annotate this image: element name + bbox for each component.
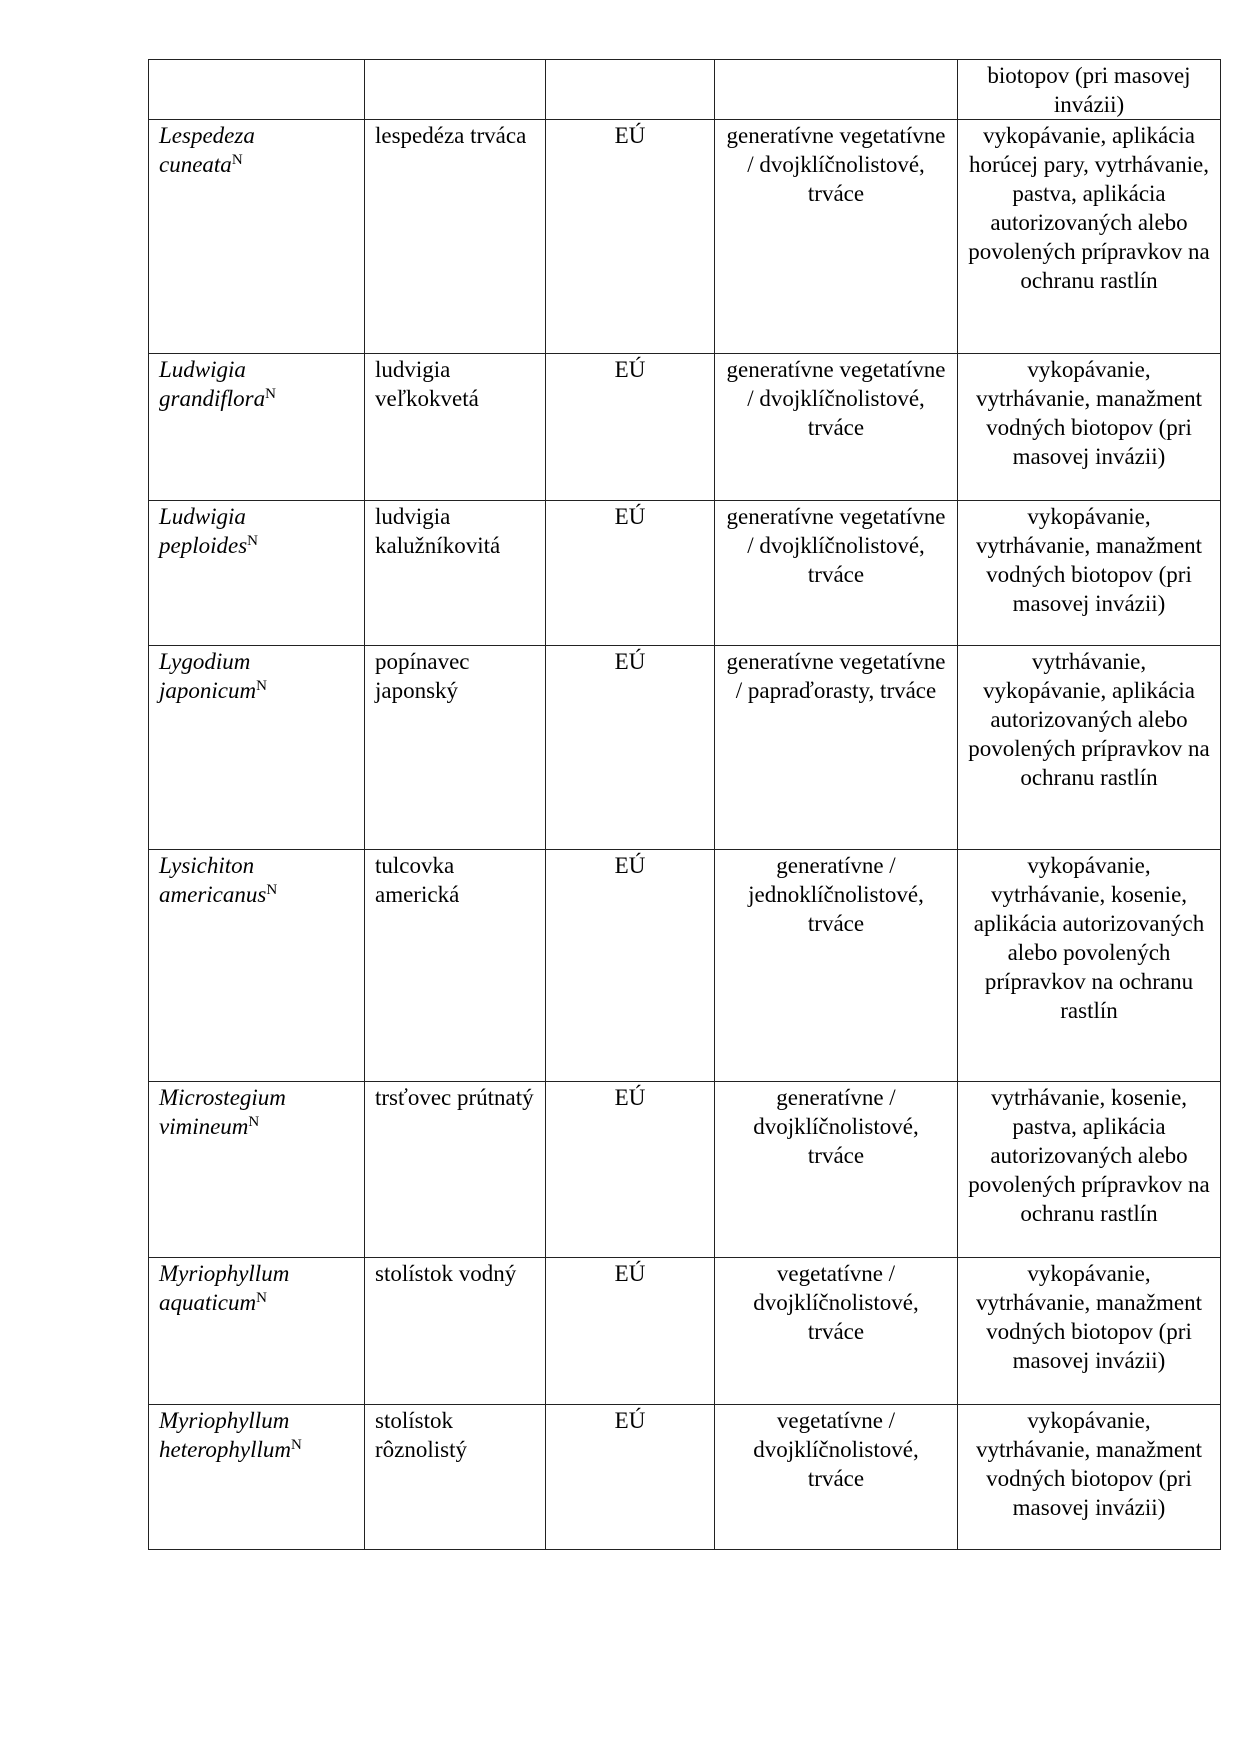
genus-name: Ludwigia <box>159 504 246 529</box>
common-name-cell: stolístok vodný <box>365 1258 546 1405</box>
latin-name-cell <box>149 1082 365 1258</box>
reproduction-cell: generatívne vegetatívne / papraďorasty, trváce <box>715 646 958 850</box>
species-epithet: cuneata <box>159 152 232 177</box>
reproduction-cell <box>715 60 958 120</box>
latin-name-cell <box>149 1405 365 1550</box>
table-row <box>149 501 1221 646</box>
scope-cell: EÚ <box>546 1405 715 1550</box>
measures-cell: vykopávanie, vytrhávanie, kosenie, aplikácia autorizovaných alebo povolených prípravkov na ochranu rastlín <box>958 850 1221 1082</box>
reproduction-cell: generatívne / dvojklíčnolistové, trváce <box>715 1082 958 1258</box>
genus-name: Lysichiton <box>159 853 255 878</box>
reproduction-cell: generatívne vegetatívne / dvojklíčnolistové, trváce <box>715 354 958 501</box>
measures-cell: vykopávanie, vytrhávanie, manažment vodných biotopov (pri masovej invázii) <box>958 1258 1221 1405</box>
species-epithet: heterophyllum <box>159 1437 292 1462</box>
native-marker: N <box>256 1290 267 1306</box>
native-marker: N <box>248 1114 260 1130</box>
native-marker: N <box>291 1437 302 1453</box>
latin-name-cell <box>149 501 365 646</box>
common-name-cell <box>365 60 546 120</box>
measures-cell: vykopávanie, vytrhávanie, manažment vodných biotopov (pri masovej invázii) <box>958 1405 1221 1550</box>
native-marker: N <box>231 152 243 168</box>
latin-name-cell <box>149 646 365 850</box>
scope-cell: EÚ <box>546 1258 715 1405</box>
scope-cell: EÚ <box>546 646 715 850</box>
species-epithet: japonicum <box>159 678 257 703</box>
scope-cell: EÚ <box>546 120 715 354</box>
measures-cell: vykopávanie, aplikácia horúcej pary, vytrhávanie, pastva, aplikácia autorizovaných alebo povolených prípravkov na ochranu rastlín <box>958 120 1221 354</box>
measures-cell: vytrhávanie, kosenie, pastva, aplikácia autorizovaných alebo povolených prípravkov na ochranu rastlín <box>958 1082 1221 1258</box>
table-row <box>149 354 1221 501</box>
common-name-cell: tulcovka americká <box>365 850 546 1082</box>
genus-name: Lygodium <box>159 649 251 674</box>
measures-cell: vykopávanie, vytrhávanie, manažment vodných biotopov (pri masovej invázii) <box>958 354 1221 501</box>
table-row <box>149 1082 1221 1258</box>
table-row <box>149 60 1221 120</box>
table-row <box>149 646 1221 850</box>
common-name-cell: trsťovec prútnatý <box>365 1082 546 1258</box>
table-row <box>149 120 1221 354</box>
common-name-cell: lespedéza trváca <box>365 120 546 354</box>
genus-name: Ludwigia <box>159 357 246 382</box>
species-epithet: aquaticum <box>159 1290 257 1315</box>
species-epithet: peploides <box>159 533 248 558</box>
genus-name: Myriophyllum <box>159 1408 290 1433</box>
scope-cell: EÚ <box>546 354 715 501</box>
genus-name: Myriophyllum <box>159 1261 290 1286</box>
genus-name: Lespedeza <box>159 123 255 148</box>
native-marker: N <box>265 386 276 402</box>
measures-cell: vytrhávanie, vykopávanie, aplikácia autorizovaných alebo povolených prípravkov na ochranu rastlín <box>958 646 1221 850</box>
native-marker: N <box>266 882 278 898</box>
reproduction-cell: generatívne / jednoklíčnolistové, trváce <box>715 850 958 1082</box>
latin-name-cell <box>149 354 365 501</box>
latin-name-cell <box>149 1258 365 1405</box>
species-table <box>148 59 1221 1550</box>
reproduction-cell: generatívne vegetatívne / dvojklíčnolistové, trváce <box>715 501 958 646</box>
genus-name: Microstegium <box>159 1085 286 1110</box>
table-row <box>149 1258 1221 1405</box>
reproduction-cell: generatívne vegetatívne / dvojklíčnolistové, trváce <box>715 120 958 354</box>
species-epithet: grandiflora <box>159 386 266 411</box>
native-marker: N <box>247 533 258 549</box>
scope-cell: EÚ <box>546 850 715 1082</box>
table-row <box>149 850 1221 1082</box>
latin-name-cell <box>149 120 365 354</box>
species-epithet: vimineum <box>159 1114 249 1139</box>
latin-name-cell <box>149 850 365 1082</box>
scope-cell <box>546 60 715 120</box>
reproduction-cell: vegetatívne / dvojklíčnolistové, trváce <box>715 1258 958 1405</box>
reproduction-cell: vegetatívne / dvojklíčnolistové, trváce <box>715 1405 958 1550</box>
scope-cell: EÚ <box>546 501 715 646</box>
table-row <box>149 1405 1221 1550</box>
common-name-cell: ludvigia veľkokvetá <box>365 354 546 501</box>
common-name-cell: ludvigia kalužníkovitá <box>365 501 546 646</box>
measures-cell: vykopávanie, vytrhávanie, manažment vodných biotopov (pri masovej invázii) <box>958 501 1221 646</box>
common-name-cell: popínavec japonský <box>365 646 546 850</box>
scope-cell: EÚ <box>546 1082 715 1258</box>
common-name-cell: stolístok rôznolistý <box>365 1405 546 1550</box>
species-epithet: americanus <box>159 882 267 907</box>
latin-name-cell <box>149 60 365 120</box>
native-marker: N <box>256 678 267 694</box>
measures-cell: biotopov (pri masovej invázii) <box>958 60 1221 120</box>
